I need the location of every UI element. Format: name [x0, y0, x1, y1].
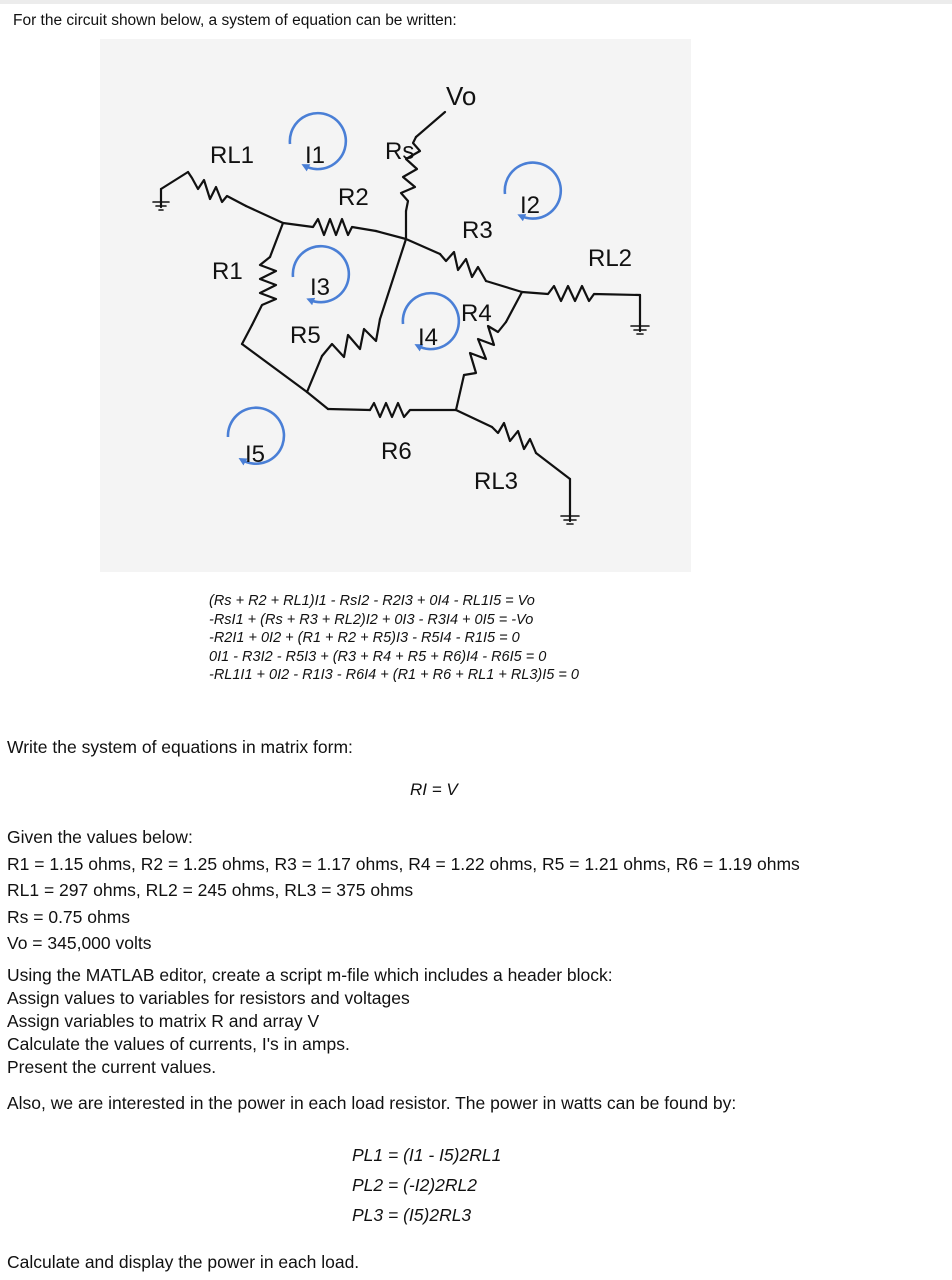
resistor-r1	[252, 257, 276, 325]
equation-3: -R2I1 + 0I2 + (R1 + R2 + R5)I3 - R5I4 - R1I5 = 0	[209, 630, 520, 646]
equation-1: (Rs + R2 + RL1)I1 - RsI2 - R2I3 + 0I4 - RL1I5 = Vo	[209, 593, 535, 609]
resistor-r5	[322, 319, 380, 357]
label-r3: R3	[462, 217, 493, 244]
label-i5: I5	[245, 441, 266, 468]
power-eq-pl2: PL2 = (-I2)2RL2	[352, 1175, 477, 1195]
resistor-r2	[283, 219, 376, 235]
label-r2: R2	[338, 184, 369, 211]
resistor-rl2	[522, 286, 640, 301]
label-i3: I3	[310, 274, 331, 301]
intro-text: For the circuit shown below, a system of equation can be written:	[13, 12, 457, 29]
ground-bottom	[561, 479, 579, 524]
power-equations	[352, 1140, 501, 1230]
label-i1: I1	[305, 142, 326, 169]
given-line-rs: Rs = 0.75 ohms	[7, 906, 131, 927]
given-heading: Given the values below:	[7, 827, 193, 847]
label-vo: Vo	[446, 81, 477, 111]
matrix-equation: RI = V	[410, 780, 458, 799]
matrix-prompt: Write the system of equations in matrix form:	[7, 737, 353, 757]
power-eq-pl3: PL3 = (I5)2RL3	[352, 1205, 472, 1225]
task-steps	[7, 964, 613, 1079]
power-intro: Also, we are interested in the power in each load resistor. The power in watts can be found by:	[7, 1093, 737, 1113]
circuit-figure	[100, 39, 691, 572]
ground-left	[153, 172, 188, 210]
given-line-loads: RL1 = 297 ohms, RL2 = 245 ohms, RL3 = 375 ohms	[7, 880, 414, 900]
resistor-r6	[370, 403, 456, 417]
equation-system	[209, 592, 579, 685]
top-border	[0, 0, 952, 4]
step-4: Calculate the values of currents, I's in amps.	[7, 1034, 350, 1054]
label-r4: R4	[461, 300, 492, 327]
given-values	[7, 824, 800, 957]
step-3: Assign variables to matrix R and array V	[7, 1011, 320, 1031]
label-r6: R6	[381, 438, 412, 465]
label-i2: I2	[520, 192, 541, 219]
equation-2: -RsI1 + (Rs + R3 + RL2)I2 + 0I3 - R3I4 + 0I5 = -Vo	[209, 611, 534, 628]
step-1: Using the MATLAB editor, create a script m-file which includes a header block:	[7, 965, 613, 985]
ground-right	[631, 295, 649, 334]
equation-5: -RL1I1 + 0I2 - R1I3 - R6I4 + (R1 + R6 + RL1 + RL3)I5 = 0	[209, 667, 579, 683]
step-5: Present the current values.	[7, 1057, 217, 1077]
resistor-r3	[440, 252, 486, 281]
resistor-rl1	[188, 172, 246, 206]
resistor-rl3	[492, 423, 536, 453]
label-r1: R1	[212, 258, 243, 285]
final-instruction: Calculate and display the power in each load.	[7, 1252, 360, 1272]
equation-4: 0I1 - R3I2 - R5I3 + (R3 + R4 + R5 + R6)I4 - R6I5 = 0	[209, 648, 547, 665]
label-rl3: RL3	[474, 468, 519, 495]
resistor-r4	[464, 322, 506, 375]
label-rl2: RL2	[588, 245, 633, 272]
label-rl1: RL1	[210, 142, 255, 169]
label-r5: R5	[290, 322, 321, 349]
label-rs: Rs	[385, 138, 415, 165]
given-line-resistors: R1 = 1.15 ohms, R2 = 1.25 ohms, R3 = 1.17 ohms, R4 = 1.22 ohms, R5 = 1.21 ohms, R6 = 1.19 ohms	[7, 853, 800, 874]
step-2: Assign values to variables for resistors and voltages	[7, 988, 410, 1008]
power-eq-pl1: PL1 = (I1 - I5)2RL1	[352, 1145, 502, 1165]
label-i4: I4	[418, 324, 439, 351]
circuit-diagram	[100, 39, 691, 572]
given-line-vo: Vo = 345,000 volts	[7, 933, 152, 953]
